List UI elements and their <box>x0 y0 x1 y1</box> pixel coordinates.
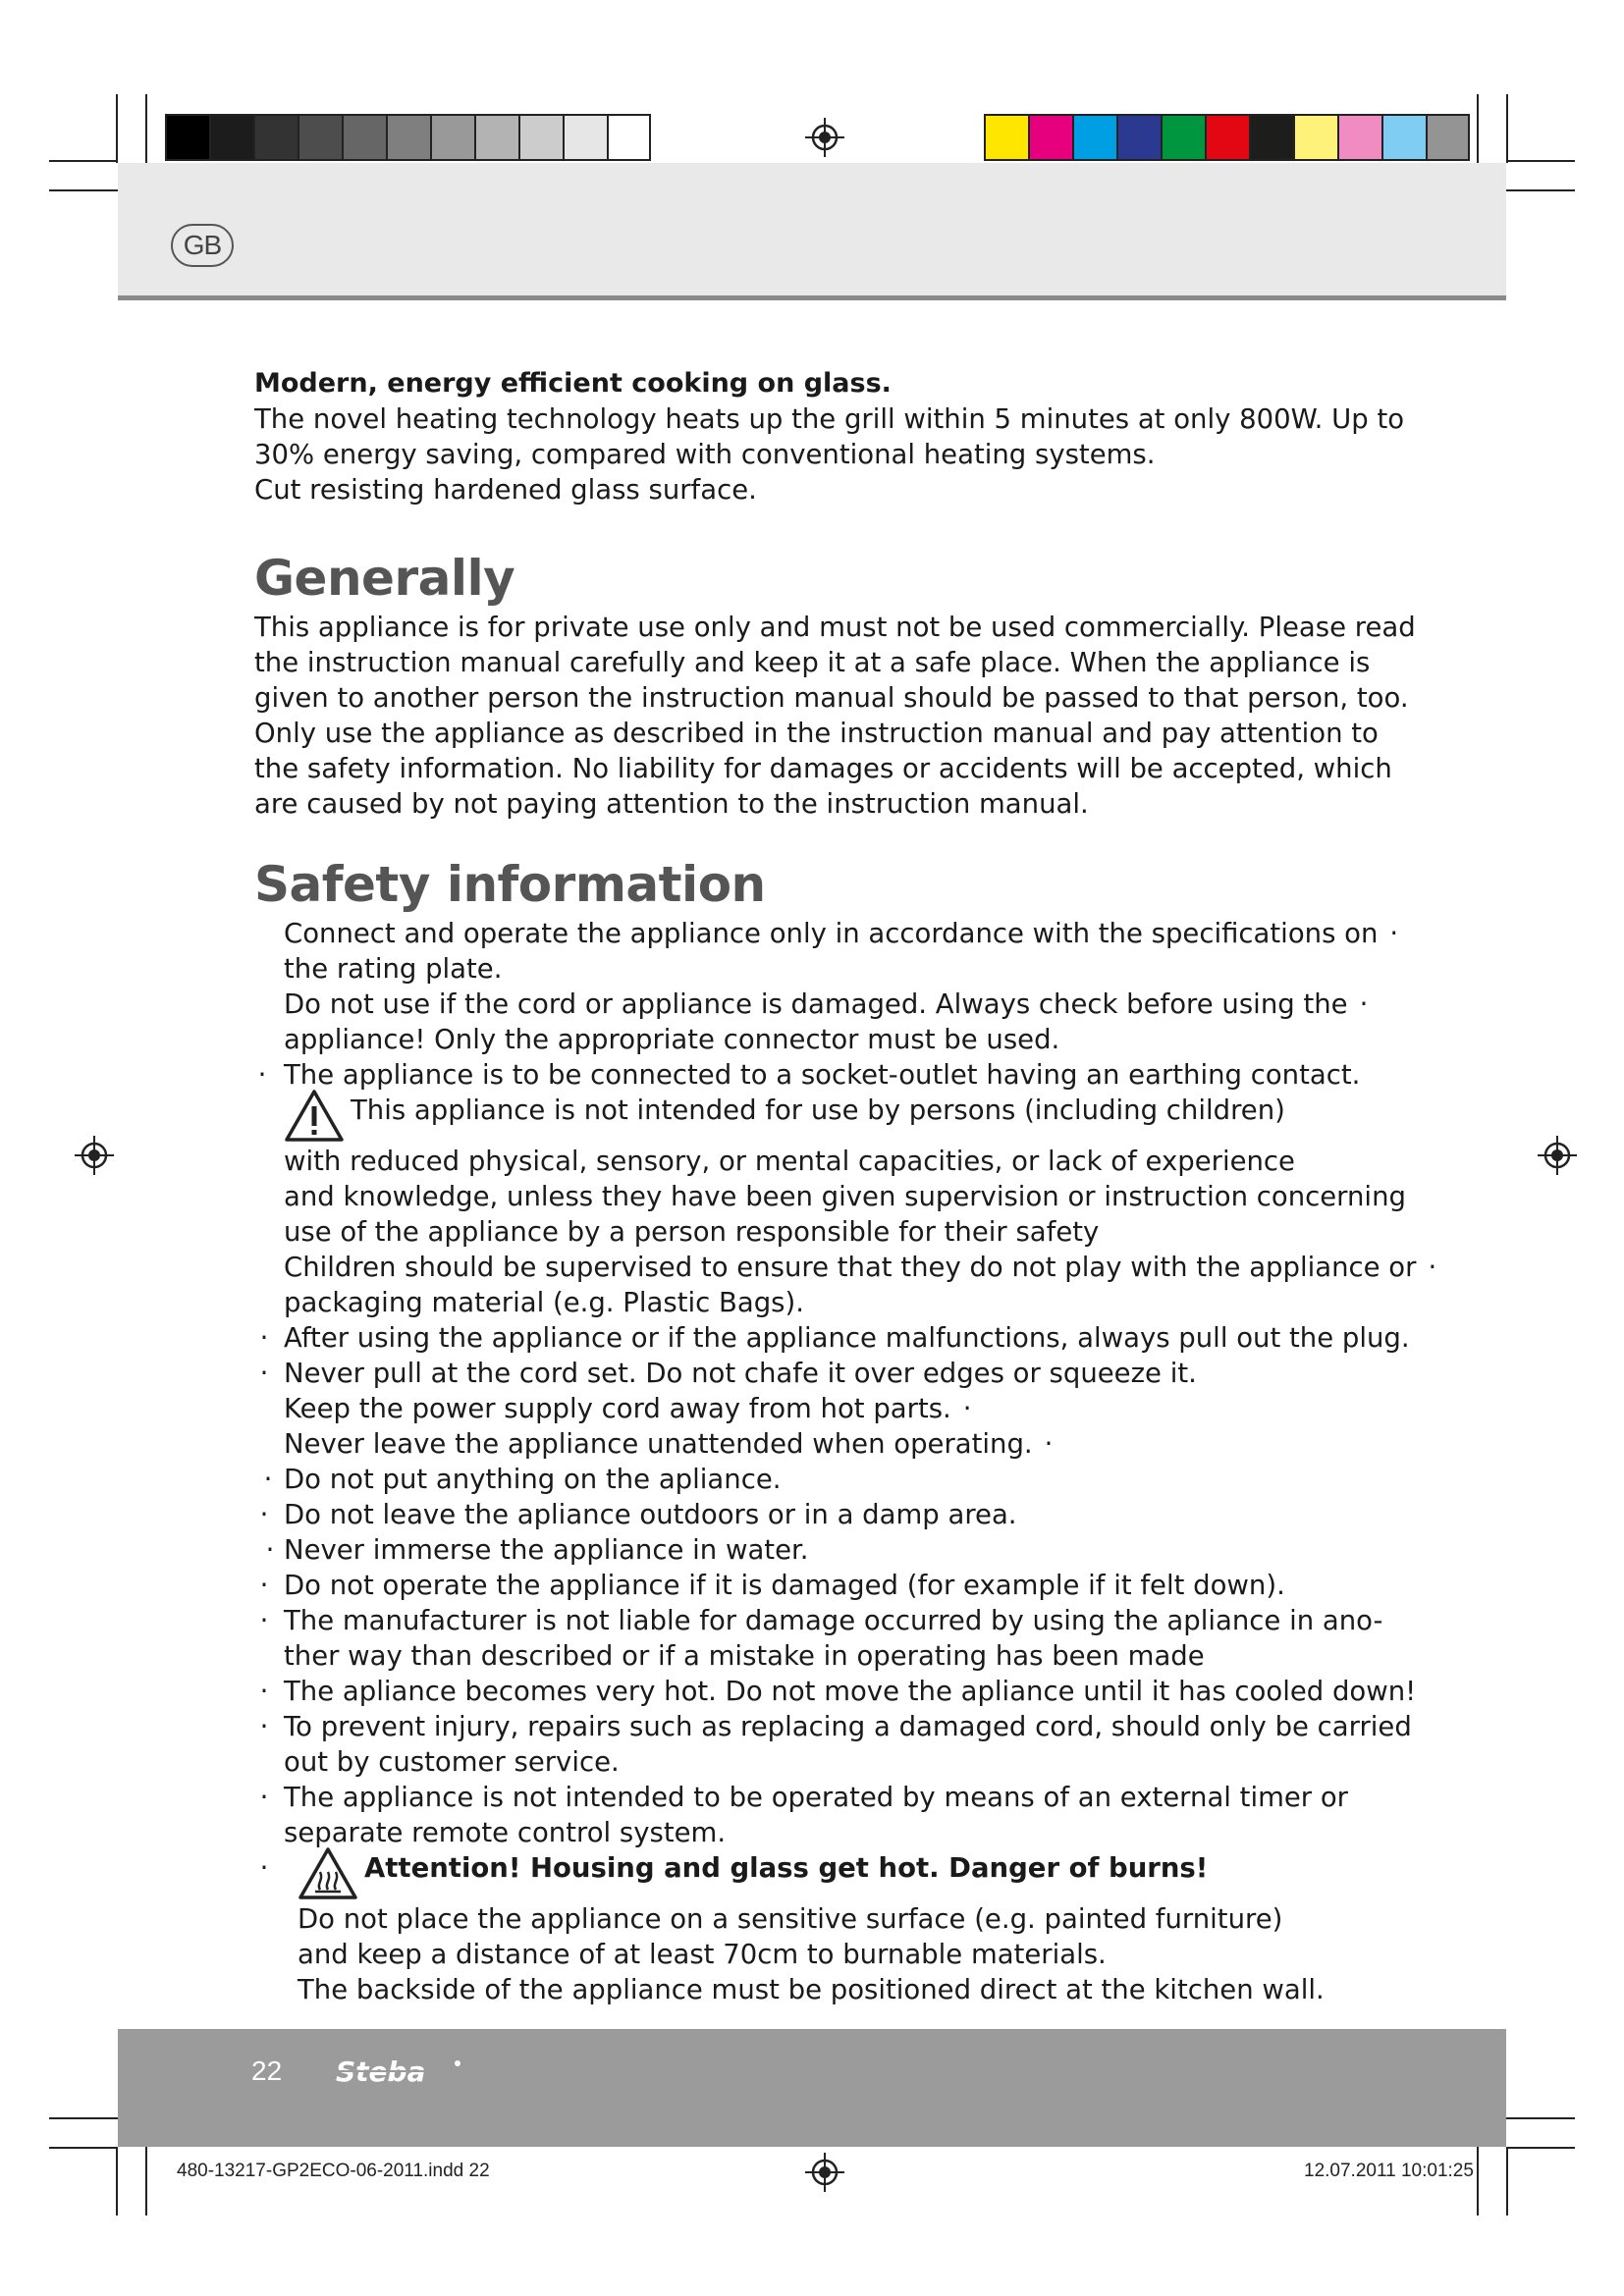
list-item-text: and keep a distance of at least 70cm to burnable materials. <box>298 1939 1107 1970</box>
crop-mark <box>1506 2147 1508 2216</box>
hot-surface-warning-icon <box>298 1846 358 1901</box>
crop-mark <box>1477 2147 1479 2216</box>
color-swatch <box>298 114 342 161</box>
safety-heading: Safety information <box>254 856 766 913</box>
page-number: 22 <box>251 2056 283 2086</box>
list-item-text: Attention! Housing and glass get hot. Danger of burns! <box>364 1852 1209 1884</box>
list-item-text: the rating plate. <box>284 953 503 985</box>
color-swatch <box>984 114 1028 161</box>
color-swatch <box>1293 114 1337 161</box>
color-swatch <box>518 114 563 161</box>
color-swatch <box>607 114 651 161</box>
bullet: · <box>259 1676 269 1707</box>
list-item-text: The appliance is to be connected to a socket-outlet having an earthing contact. <box>284 1059 1361 1091</box>
grayscale-color-bar <box>165 114 651 161</box>
list-item-text: After using the appliance or if the appliance malfunctions, always pull out the plug. <box>284 1322 1410 1354</box>
bullet: · <box>259 1852 269 1884</box>
color-swatch <box>474 114 518 161</box>
list-item-text: Never pull at the cord set. Do not chafe it over edges or squeeze it. <box>284 1358 1197 1389</box>
generally-line: are caused by not paying attention to the instruction manual. <box>254 788 1089 820</box>
list-item <box>254 1320 1491 1356</box>
list-item <box>254 1179 1491 1214</box>
list-item-text: Do not put anything on the apliance. <box>284 1464 782 1495</box>
crop-mark <box>145 2147 147 2216</box>
list-item-text: Do not place the appliance on a sensitive surface (e.g. painted furniture) <box>298 1903 1283 1935</box>
generally-line: the safety information. No liability for damages or accidents will be accepted, which <box>254 753 1392 784</box>
list-item <box>254 1462 1491 1497</box>
list-item <box>254 951 1491 987</box>
process-color-bar <box>984 114 1470 161</box>
color-swatch <box>386 114 430 161</box>
intro-line: 30% energy saving, compared with conventional heating systems. <box>254 439 1156 470</box>
list-item <box>254 1780 1491 1815</box>
list-item <box>254 1214 1491 1250</box>
color-swatch <box>430 114 474 161</box>
list-item <box>254 1356 1491 1391</box>
list-item-text: The apliance becomes very hot. Do not move the apliance until it has cooled down! <box>284 1676 1417 1707</box>
crop-mark <box>116 2147 118 2216</box>
color-swatch <box>1161 114 1205 161</box>
generally-line: given to another person the instruction manual should be passed to that person, too. <box>254 682 1409 714</box>
color-swatch <box>1426 114 1470 161</box>
crop-mark <box>49 189 118 191</box>
page-content <box>254 365 1491 2007</box>
list-item <box>254 1815 1491 1850</box>
color-swatch <box>1337 114 1381 161</box>
list-item-text: Do not use if the cord or appliance is damaged. Always check before using the <box>284 988 1348 1020</box>
list-item <box>254 1093 1491 1144</box>
color-swatch <box>1072 114 1116 161</box>
color-swatch <box>209 114 253 161</box>
list-item <box>254 1568 1491 1603</box>
crop-mark <box>1477 94 1479 163</box>
list-item <box>254 1250 1491 1285</box>
color-swatch <box>1028 114 1072 161</box>
list-item <box>254 1709 1491 1744</box>
bullet: · <box>259 1711 269 1742</box>
list-item <box>254 1674 1491 1709</box>
warning-triangle-icon <box>284 1089 345 1144</box>
bullet: · <box>259 1499 269 1530</box>
list-item-text: separate remote control system. <box>284 1817 727 1848</box>
list-item <box>254 1937 1491 1972</box>
color-swatch <box>1381 114 1426 161</box>
list-item-text: Keep the power supply cord away from hot parts. <box>284 1393 951 1424</box>
list-item <box>254 1497 1491 1532</box>
crop-mark <box>49 2117 118 2119</box>
list-item-text: Do not operate the appliance if it is damaged (for example if it felt down). <box>284 1570 1285 1601</box>
list-item-text: Children should be supervised to ensure that they do not play with the appliance or <box>284 1252 1417 1283</box>
timestamp-slug: 12.07.2011 10:01:25 <box>1304 2161 1474 2181</box>
list-item <box>254 1603 1491 1638</box>
color-swatch <box>165 114 209 161</box>
crop-mark <box>116 94 118 163</box>
safety-list <box>254 916 1491 2007</box>
list-item-text: packaging material (e.g. Plastic Bags). <box>284 1287 804 1318</box>
bullet: · <box>259 1782 269 1813</box>
color-swatch <box>1116 114 1161 161</box>
bullet: · <box>259 1358 269 1389</box>
footer-band <box>118 2029 1506 2147</box>
registration-mark-icon <box>75 1136 114 1175</box>
bullet: · <box>1359 988 1369 1020</box>
list-item <box>254 1391 1491 1426</box>
list-item <box>254 916 1491 951</box>
bullet: · <box>259 1605 269 1636</box>
list-item-text: out by customer service. <box>284 1746 620 1778</box>
bullet: · <box>265 1534 275 1566</box>
crop-mark <box>1506 2117 1575 2119</box>
generally-line: This appliance is for private use only and must not be used commercially. Please read <box>254 612 1416 643</box>
list-item <box>254 1144 1491 1179</box>
intro-line: Cut resisting hardened glass surface. <box>254 474 757 506</box>
list-item-text: The appliance is not intended to be operated by means of an external timer or <box>284 1782 1348 1813</box>
list-item <box>254 1901 1491 1937</box>
list-item <box>254 1532 1491 1568</box>
list-item-text: with reduced physical, sensory, or mental capacities, or lack of experience <box>284 1146 1295 1177</box>
bullet: · <box>259 1322 269 1354</box>
list-item <box>254 1426 1491 1462</box>
bullet: · <box>259 1570 269 1601</box>
crop-mark <box>1506 189 1575 191</box>
color-swatch <box>1249 114 1293 161</box>
color-swatch <box>342 114 386 161</box>
bullet: · <box>257 1059 267 1091</box>
list-item <box>254 1638 1491 1674</box>
list-item-text: The manufacturer is not liable for damage occurred by using the apliance in ano- <box>284 1605 1383 1636</box>
brand-logo-text: Steba <box>336 2056 426 2088</box>
crop-mark <box>1506 2147 1575 2149</box>
steba-logo-icon <box>332 2054 469 2093</box>
file-slug: 480-13217-GP2ECO-06-2011.indd 22 <box>177 2161 490 2181</box>
color-swatch <box>1205 114 1249 161</box>
registration-mark-icon <box>1538 1136 1577 1175</box>
list-item <box>254 1972 1491 2007</box>
intro-line: The novel heating technology heats up the grill within 5 minutes at only 800W. Up to <box>254 403 1405 435</box>
list-item-text: To prevent injury, repairs such as replacing a damaged cord, should only be carried <box>284 1711 1412 1742</box>
list-item-text: ther way than described or if a mistake in operating has been made <box>284 1640 1205 1672</box>
color-swatch <box>253 114 298 161</box>
bullet: · <box>1428 1252 1437 1283</box>
intro-title: Modern, energy efficient cooking on glass. <box>254 368 892 399</box>
list-item-text: use of the appliance by a person responsible for their safety <box>284 1216 1100 1248</box>
bullet: · <box>1389 918 1399 949</box>
crop-mark <box>49 2147 118 2149</box>
crop-mark <box>1506 94 1508 163</box>
list-item-text: Never immerse the appliance in water. <box>284 1534 809 1566</box>
list-item-text: appliance! Only the appropriate connector must be used. <box>284 1024 1060 1055</box>
crop-mark <box>145 94 147 163</box>
bullet: · <box>962 1393 972 1424</box>
language-badge: GB <box>171 224 234 267</box>
list-item <box>254 1850 1491 1901</box>
generally-line: the instruction manual carefully and keep it at a safe place. When the appliance is <box>254 647 1371 678</box>
list-item-text: Do not leave the apliance outdoors or in a damp area. <box>284 1499 1017 1530</box>
list-item <box>254 987 1491 1022</box>
list-item-text: This appliance is not intended for use by persons (including children) <box>351 1095 1285 1126</box>
list-item-text: Never leave the appliance unattended when operating. <box>284 1428 1033 1460</box>
list-item-text: The backside of the appliance must be positioned direct at the kitchen wall. <box>298 1974 1325 2005</box>
list-item <box>254 1022 1491 1057</box>
generally-line: Only use the appliance as described in the instruction manual and pay attention to <box>254 718 1379 749</box>
color-swatch <box>563 114 607 161</box>
list-item-text: Connect and operate the appliance only in accordance with the specifications on <box>284 918 1379 949</box>
registration-mark-icon <box>805 118 844 157</box>
crop-mark <box>49 160 118 162</box>
bullet: · <box>263 1464 273 1495</box>
list-item-text: and knowledge, unless they have been given supervision or instruction concerning <box>284 1181 1406 1212</box>
registration-mark-icon <box>805 2153 844 2192</box>
generally-heading: Generally <box>254 550 515 607</box>
crop-mark <box>1506 160 1575 162</box>
list-item <box>254 1285 1491 1320</box>
list-item <box>254 1744 1491 1780</box>
header-band <box>118 163 1506 300</box>
list-item <box>254 1057 1491 1093</box>
bullet: · <box>1044 1428 1054 1460</box>
